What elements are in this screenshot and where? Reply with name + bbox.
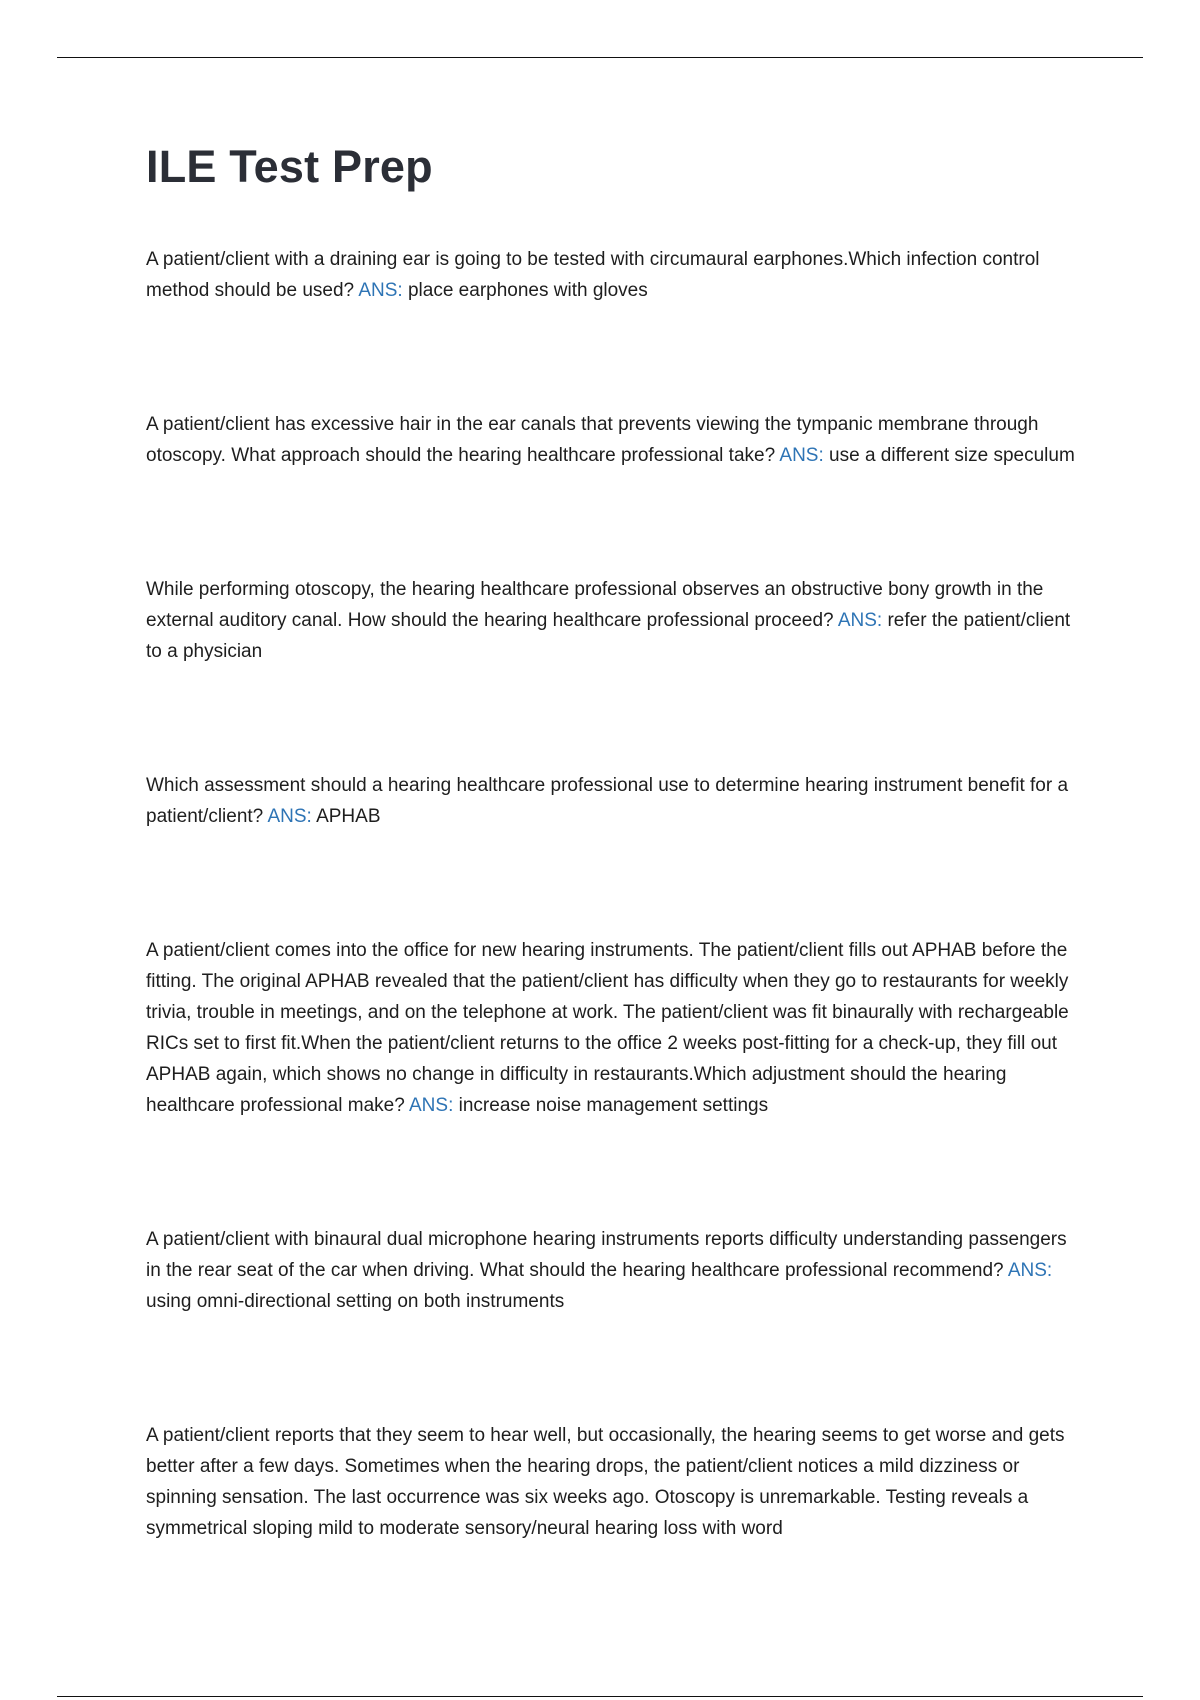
qa-item-5: [146, 935, 1086, 1121]
page-title: ILE Test Prep: [146, 141, 433, 192]
answer-text: using omni-directional setting on both instruments: [146, 1291, 565, 1312]
answer-text: use a different size speculum: [829, 445, 1075, 466]
question-text: Which assessment should a hearing healthcare professional use to determine hearing instrument benefit for a patient/client?: [146, 775, 1069, 827]
answer-label: ANS:: [1007, 1260, 1053, 1281]
qa-item-4: [146, 770, 1086, 832]
answer-text: place earphones with gloves: [407, 280, 648, 301]
question-text: While performing otoscopy, the hearing healthcare professional observes an obstructive bony growth in the external auditory canal. How should the hearing healthcare professional proceed?: [146, 579, 1044, 631]
answer-text: increase noise management settings: [458, 1095, 769, 1116]
header-rule: [57, 57, 1143, 58]
qa-item-3: [146, 574, 1086, 667]
answer-label: ANS:: [267, 806, 312, 827]
question-text: A patient/client comes into the office for new hearing instruments. The patient/client fills out APHAB before the fitting. The original APHAB revealed that the patient/client has difficulty when they go to restaurants for weekly trivia, trouble in meetings, and on the telephone at work. The patient/client was fit binaurally with rechargeable RICs set to first fit.When the patient/client returns to the office 2 weeks post-fitting for a check-up, they fill out APHAB again, which shows no change in difficulty in restaurants.Which adjustment should the hearing healthcare professional make?: [146, 940, 1069, 1116]
question-text: A patient/client with binaural dual microphone hearing instruments reports difficulty understanding passengers in the rear seat of the car when driving. What should the hearing healthcare professional recommend?: [146, 1229, 1067, 1281]
answer-text: refer the patient/client to a physician: [146, 610, 1071, 662]
document-body: [146, 140, 1086, 1647]
answer-label: ANS:: [358, 280, 403, 301]
footer-rule: [57, 1696, 1143, 1697]
qa-item-1: [146, 244, 1086, 306]
answer-label: ANS:: [409, 1095, 454, 1116]
question-text: A patient/client reports that they seem to hear well, but occasionally, the hearing seems to get worse and gets better after a few days. Sometimes when the hearing drops, the patient/client notices a mild dizziness or spinning sensation. The last occurrence was six weeks ago. Otoscopy is unremarkable. Testing reveals a symmetrical sloping mild to moderate sensory/neural hearing loss with word: [146, 1425, 1065, 1539]
question-text: A patient/client has excessive hair in the ear canals that prevents viewing the tympanic membrane through otoscopy. What approach should the hearing healthcare professional take?: [146, 414, 1039, 466]
question-text: A patient/client with a draining ear is going to be tested with circumaural earphones.Which infection control method should be used?: [146, 249, 1040, 301]
qa-item-7: [146, 1420, 1086, 1544]
answer-text: APHAB: [316, 806, 381, 827]
qa-item-6: [146, 1224, 1086, 1317]
answer-label: ANS:: [837, 610, 883, 631]
qa-list: [146, 244, 1086, 1544]
qa-item-2: [146, 409, 1086, 471]
answer-label: ANS:: [779, 445, 824, 466]
